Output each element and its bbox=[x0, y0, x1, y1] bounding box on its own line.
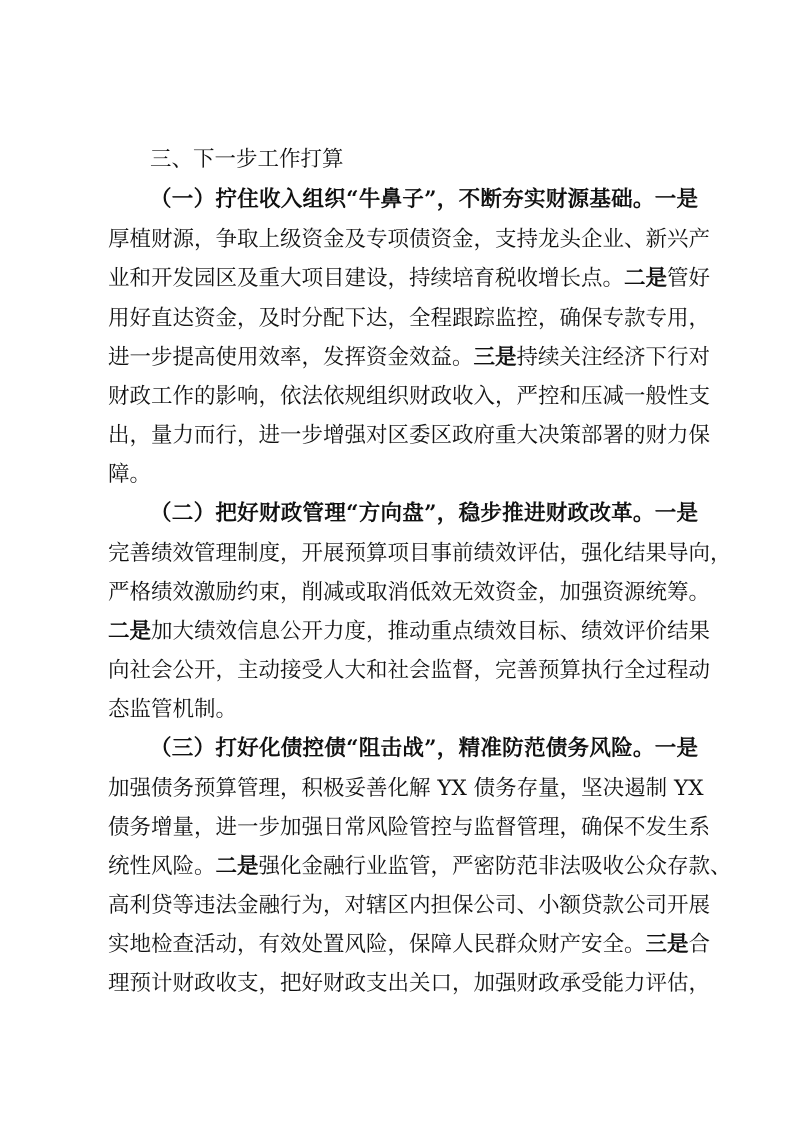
p2-line: 严格绩效激励约束，削减或取消低效无效资金，加强资源统筹。 bbox=[108, 580, 711, 605]
p2-line bbox=[108, 619, 711, 645]
text-span: 进一步提高使用效率，发挥资金效益。 bbox=[108, 345, 474, 370]
text-span: 实地检查活动，有效处置风险，保障人民群众财产安全。 bbox=[108, 932, 646, 957]
p3-line: 债务增量，进一步加强日常风险管控与监督管理，确保不发生系 bbox=[108, 815, 711, 840]
p2-line: 向社会公开，主动接受人大和社会监督，完善预算执行全过程动 bbox=[108, 658, 711, 683]
p1-line bbox=[108, 266, 711, 292]
bold-marker: 三是 bbox=[473, 345, 517, 370]
text-span: 持续关注经济下行对 bbox=[516, 345, 711, 370]
p1-line: 出，量力而行，进一步增强对区委区政府重大决策部署的财力保 bbox=[108, 423, 711, 448]
text-span: 加大绩效信息公开力度，推动重点绩效目标、绩效评价结果 bbox=[151, 619, 711, 644]
text-span: 强化金融行业监管，严密防范非法吸收公众存款、 bbox=[258, 854, 732, 879]
p3-line: 高利贷等违法金融行为，对辖区内担保公司、小额贷款公司开展 bbox=[108, 893, 711, 918]
p2-line: 态监管机制。 bbox=[108, 697, 238, 722]
p1-line: 障。 bbox=[108, 462, 152, 487]
p2-line: 完善绩效管理制度，开展预算项目事前绩效评估，强化结果导向， bbox=[108, 541, 732, 566]
section-title: 三、下一步工作打算 bbox=[150, 147, 344, 172]
p1-line: 用好直达资金，及时分配下达，全程跟踪监控，确保专款专用， bbox=[108, 306, 711, 331]
bold-marker: 二是 bbox=[215, 854, 259, 879]
p3-line bbox=[108, 932, 711, 958]
p1-line: 厚植财源，争取上级资金及专项债资金，支持龙头企业、新兴产 bbox=[108, 227, 711, 252]
p1-heading-line: （一）拧住收入组织“牛鼻子”，不断夯实财源基础。一是 bbox=[150, 187, 698, 212]
p3-line: 加强债务预算管理，积极妥善化解 YX 债务存量，坚决遏制 YX bbox=[108, 776, 704, 801]
bold-marker: 二是 bbox=[108, 619, 152, 644]
p3-line bbox=[108, 854, 732, 880]
p3-line: 理预计财政收支，把好财政支出关口，加强财政承受能力评估， bbox=[108, 971, 711, 996]
bold-marker: 二是 bbox=[624, 266, 668, 291]
text-span: 统性风险。 bbox=[108, 854, 216, 879]
text-span: 合 bbox=[688, 932, 711, 957]
p2-heading-line: （二）把好财政管理“方向盘”，稳步推进财政改革。一是 bbox=[150, 501, 698, 526]
text-span: 管好 bbox=[667, 266, 711, 291]
p3-heading-line: （三）打好化债控债“阻击战”，精准防范债务风险。一是 bbox=[150, 736, 698, 761]
text-span: 业和开发园区及重大项目建设，持续培育税收增长点。 bbox=[108, 266, 625, 291]
bold-marker: 三是 bbox=[645, 932, 689, 957]
p1-line: 财政工作的影响，依法依规组织财政收入，严控和压减一般性支 bbox=[108, 384, 711, 409]
p1-line bbox=[108, 345, 711, 371]
